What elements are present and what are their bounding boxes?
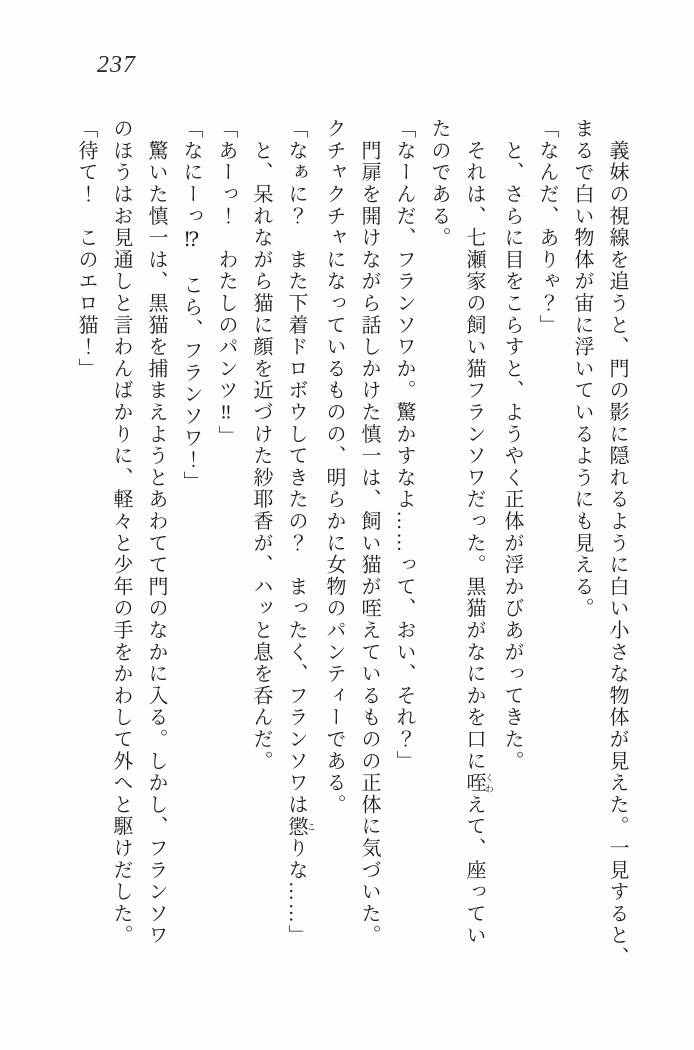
text-line: 驚いた慎一は、黒猫を捕まえようとあわてて門のなかに入る。しかし、フランソワ <box>145 118 167 947</box>
text-line: 「なーんだ、フランソワか。驚かすなよ……って、おい、それ？」 <box>393 118 415 772</box>
text-line: それは、七瀬家の飼い猫フランソワだった。黒猫がなにかを口に咥 くわえて、座ってい <box>463 118 494 947</box>
text-line: 「なぁに？ また下着ドロボウしてきたの？ まったく、フランソワは懲 こりな……」 <box>285 118 316 947</box>
text-block <box>68 118 634 969</box>
text-line: 「待て！ このエロ猫！」 <box>75 118 97 380</box>
text-line: 「あーっ！ わたしのパンツ‼」 <box>215 118 237 447</box>
text-line: まるで白い物体が宙に浮いているようにも見える。 <box>571 118 593 620</box>
furigana-ruby: 懲 こ <box>285 815 316 838</box>
text-line: 「なにーっ⁉ こら、フランソワ！」 <box>180 118 202 493</box>
furigana-ruby: 咥 くわ <box>463 772 494 794</box>
text-line: 義妹の視線を追うと、門の影に隠れるように白い小さな物体が見えた。一見すると、 <box>606 118 628 969</box>
text-line: たのである。 <box>428 118 450 249</box>
page-number: 237 <box>97 52 136 78</box>
text-line: と、呆れながら猫に顔を近づけた紗耶香が、ハッと息を呑んだ。 <box>250 118 272 772</box>
text-line: のほうはお見通しと言わんばかりに、軽々と少年の手をかわして外へと駆けだした。 <box>110 118 132 947</box>
text-line: クチャクチャになっているものの、明らかに女物のパンティーである。 <box>323 118 345 816</box>
text-line: 門扉を開けながら話しかけた慎一は、飼い猫が咥えているものの正体に気づいた。 <box>358 118 380 947</box>
text-line: と、さらに目をこらすと、ようやく正体が浮かびあがってきた。 <box>501 118 523 772</box>
text-line: 「なんだ、ありゃ？」 <box>536 118 558 336</box>
